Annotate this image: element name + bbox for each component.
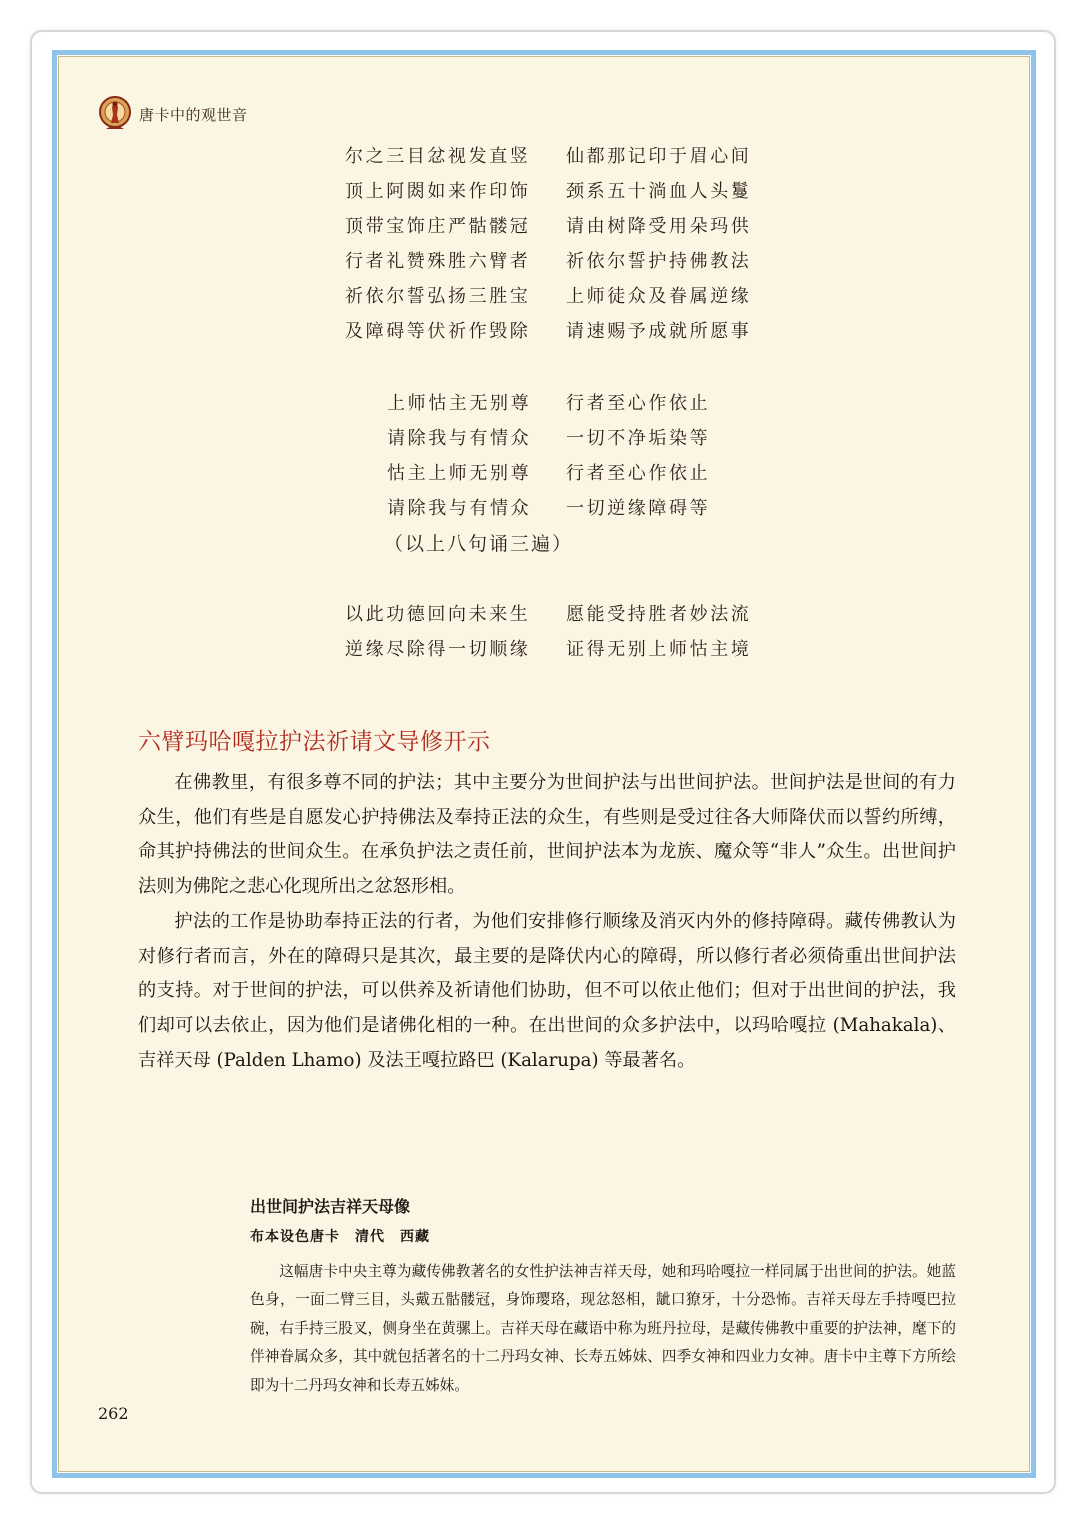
verse-5-left: 祈依尔誓弘扬三胜宝 — [345, 286, 531, 307]
verse-5-right: 上师徒众及眷属逆缘 — [566, 286, 752, 307]
refrain-2-right: 一切不净垢染等 — [566, 428, 711, 449]
bodhisattva-logo-icon — [98, 95, 132, 133]
dedication-1-left: 以此功德回向未来生 — [345, 604, 531, 625]
verse-3-right: 请由树降受用朵玛供 — [566, 216, 752, 237]
verse-2-right: 颈系五十淌血人头鬘 — [566, 181, 752, 202]
body-paragraph-2: 护法的工作是协助奉持正法的行者，为他们安排修行顺缘及消灭内外的修持障碍。藏传佛教认为对修行者而言，外在的障碍只是其次，最主要的是降伏内心的障碍，所以修行者必须倚重出世间护法的支持。对于世间的护法，可以供养及祈请他们协助，但不可以依止他们；但对于出世间的护法，我们却可以去依止，因为他们是诸佛化相的一种。在出世间的众多护法中，以玛哈嘎拉 (Mahakala)、吉祥天母 (Palden Lhamo) 及法王嘎拉路巴 (Kalarupa) 等最著名。 — [138, 910, 956, 1071]
caption-paragraph: 这幅唐卡中央主尊为藏传佛教著名的女性护法神吉祥天母，她和玛哈嘎拉一样同属于出世间的护法。她蓝色身，一面二臂三目，头戴五骷髅冠，身饰璎珞，现忿怒相，龇口獠牙，十分恐怖。吉祥天母左手持嘎巴拉碗，右手持三股叉，侧身坐在黄骡上。吉祥天母在藏语中称为班丹拉母，是藏传佛教中重要的护法神，麾下的伴神眷属众多，其中就包括著名的十二丹玛女神、长寿五姊妹、四季女神和四业力女神。唐卡中主尊下方所绘即为十二丹玛女神和长寿五姊妹。 — [250, 1263, 956, 1394]
verse-4-left: 行者礼赞殊胜六臂者 — [345, 251, 531, 272]
verse-1-left: 尔之三目忿视发直竖 — [345, 146, 531, 167]
refrain-4-left: 请除我与有情众 — [387, 498, 532, 519]
body-paragraph-1: 在佛教里，有很多尊不同的护法；其中主要分为世间护法与出世间护法。世间护法是世间的有力众生，他们有些是自愿发心护持佛法及奉持正法的众生，有些则是受过往各大师降伏而以誓约所缚，命其护持佛法的世间众生。在承负护法之责任前，世间护法本为龙族、魔众等“非人”众生。出世间护法则为佛陀之悲心化现所出之忿怒形相。 — [138, 772, 956, 898]
verse-1-right: 仙都那记印于眉心间 — [566, 146, 752, 167]
recitation-note: （以上八句诵三遍） — [384, 533, 574, 555]
page-number: 262 — [98, 1404, 129, 1423]
verse-4-right: 祈依尔誓护持佛教法 — [566, 251, 752, 272]
verse-2-left: 顶上阿閦如来作印饰 — [345, 181, 531, 202]
dedication-1-right: 愿能受持胜者妙法流 — [566, 604, 752, 625]
verse-3-left: 顶带宝饰庄严骷髅冠 — [345, 216, 531, 237]
dedication-2-left: 逆缘尽除得一切顺缘 — [345, 639, 531, 660]
verse-6-left: 及障碍等伏祈作毁除 — [345, 321, 531, 342]
section-heading: 六臂玛哈嘎拉护法祈请文导修开示 — [138, 729, 491, 755]
dedication-2-right: 证得无别上师怙主境 — [566, 639, 752, 660]
refrain-2-left: 请除我与有情众 — [387, 428, 532, 449]
refrain-1-right: 行者至心作依止 — [566, 393, 711, 414]
section-body — [138, 766, 956, 1078]
refrain-1-left: 上师怙主无别尊 — [387, 393, 532, 414]
refrain-3-right: 行者至心作依止 — [566, 463, 711, 484]
refrain-3-left: 怙主上师无别尊 — [387, 463, 532, 484]
refrain-4-right: 一切逆缘障碍等 — [566, 498, 711, 519]
caption-text — [250, 1258, 956, 1400]
caption-subtitle: 布本设色唐卡 清代 西藏 — [250, 1229, 430, 1245]
running-header-title: 唐卡中的观世音 — [139, 106, 248, 124]
verse-6-right: 请速赐予成就所愿事 — [566, 321, 752, 342]
caption-title: 出世间护法吉祥天母像 — [250, 1197, 411, 1216]
